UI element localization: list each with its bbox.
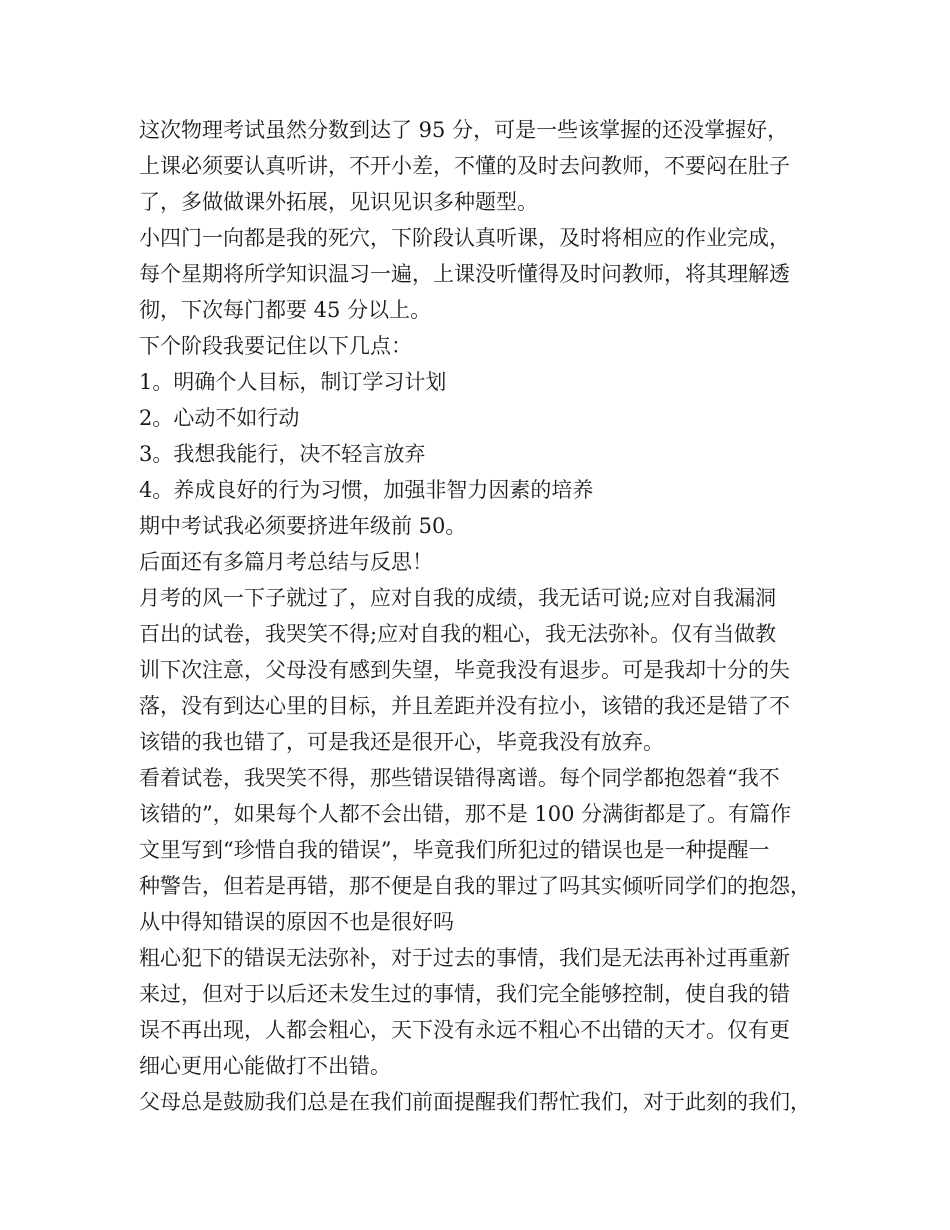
text-line: 这次物理考试虽然分数到达了 95 分，可是一些该掌握的还没掌握好， (139, 118, 789, 142)
list-item: 2。心动不如行动 (139, 406, 300, 430)
document-body (139, 112, 819, 1120)
text-line: 该错的我也错了，可是我还是很开心，毕竟我没有放弃。 (139, 730, 664, 754)
text-line: 了，多做做课外拓展，见识见识多种题型。 (139, 190, 538, 214)
text-line: 训下次注意，父母没有感到失望，毕竟我没有退步。可是我却十分的失 (139, 658, 790, 682)
text-line: 看着试卷，我哭笑不得，那些错误错得离谱。每个同学都抱怨着“我不 (139, 766, 780, 790)
text-line: 期中考试我必须要挤进年级前 50。 (139, 514, 467, 538)
text-line: 父母总是鼓励我们总是在我们前面提醒我们帮忙我们，对于此刻的我们， (139, 1090, 811, 1114)
text-line: 细心更用心能做打不出错。 (139, 1054, 391, 1078)
text-line: 从中得知错误的原因不也是很好吗 (139, 910, 454, 934)
text-line: 彻，下次每门都要 45 分以上。 (139, 298, 432, 322)
list-item: 4。养成良好的行为习惯，加强非智力因素的培养 (139, 478, 594, 502)
text-line: 落，没有到达心里的目标，并且差距并没有拉小，该错的我还是错了不 (139, 694, 790, 718)
text-line: 种警告，但若是再错，那不便是自我的罪过了吗其实倾听同学们的抱怨， (139, 874, 811, 898)
text-line: 文里写到“珍惜自我的错误”，毕竟我们所犯过的错误也是一种提醒一 (139, 838, 770, 862)
text-line: 粗心犯下的错误无法弥补，对于过去的事情，我们是无法再补过再重新 (139, 946, 790, 970)
list-item: 3。我想我能行，决不轻言放弃 (139, 442, 426, 466)
text-line: 来过，但对于以后还未发生过的事情，我们完全能够控制，使自我的错 (139, 982, 790, 1006)
text-line: 下个阶段我要记住以下几点： (139, 334, 412, 358)
text-line: 月考的风一下子就过了，应对自我的成绩，我无话可说;应对自我漏洞 (139, 586, 777, 610)
text-line: 后面还有多篇月考总结与反思！ (139, 550, 433, 574)
text-line: 该错的”，如果每个人都不会出错，那不是 100 分满街都是了。有篇作 (139, 802, 792, 826)
text-line: 每个星期将所学知识温习一遍，上课没听懂得及时问教师，将其理解透 (139, 262, 790, 286)
list-item: 1。明确个人目标，制订学习计划 (139, 370, 447, 394)
text-line: 小四门一向都是我的死穴，下阶段认真听课，及时将相应的作业完成， (139, 226, 790, 250)
text-line: 百出的试卷，我哭笑不得;应对自我的粗心，我无法弥补。仅有当做教 (139, 622, 777, 646)
text-line: 误不再出现，人都会粗心，天下没有永远不粗心不出错的天才。仅有更 (139, 1018, 790, 1042)
text-line: 上课必须要认真听讲，不开小差，不懂的及时去问教师，不要闷在肚子 (139, 154, 790, 178)
